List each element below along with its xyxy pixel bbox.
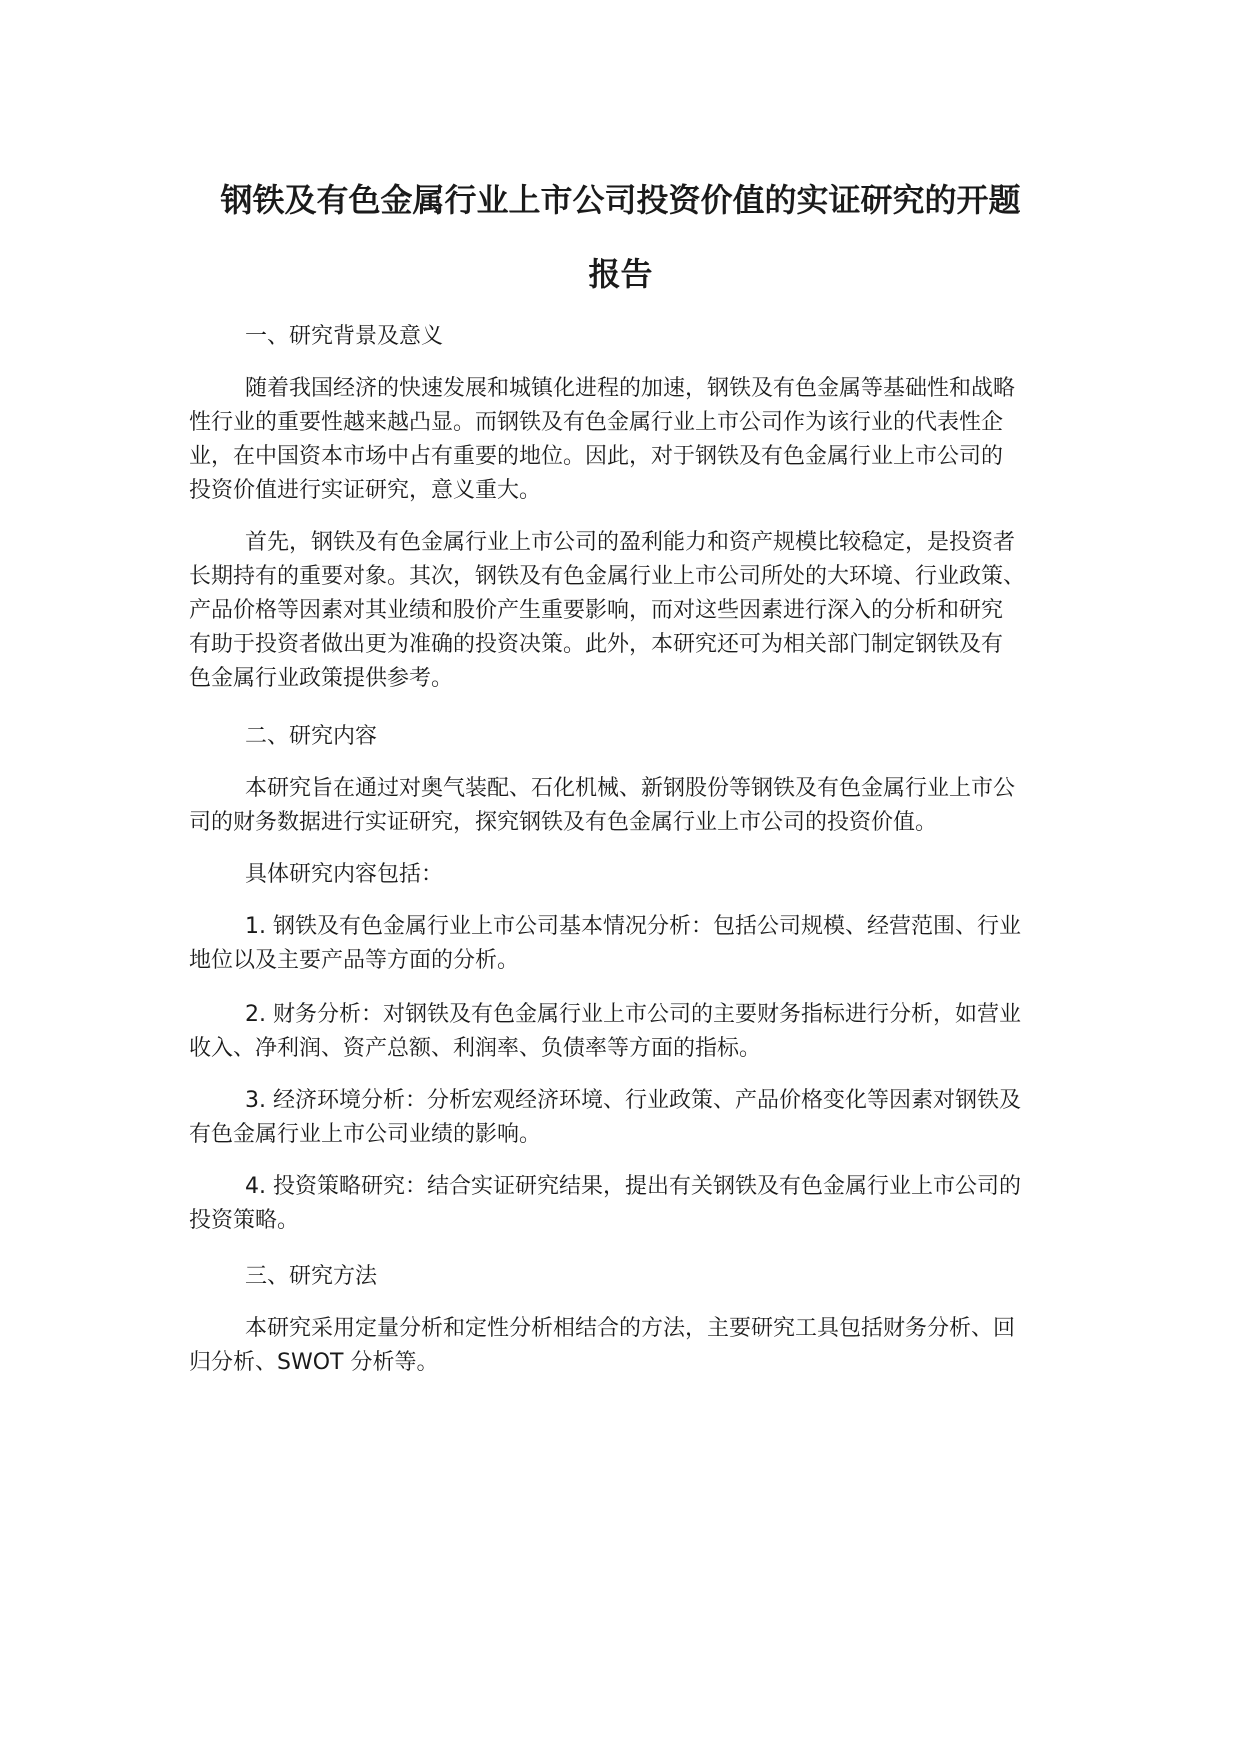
section-heading-content: 二、研究内容 <box>245 724 378 749</box>
list-item-line: 投资策略。 <box>189 1208 300 1233</box>
paragraph-line: 本研究旨在通过对奥气装配、石化机械、新钢股份等钢铁及有色金属行业上市公 <box>245 776 1016 801</box>
section-heading-background: 一、研究背景及意义 <box>245 324 444 349</box>
section-heading-method: 三、研究方法 <box>245 1264 378 1289</box>
list-item-line: 4. 投资策略研究：结合实证研究结果，提出有关钢铁及有色金属行业上市公司的 <box>245 1174 1021 1199</box>
paragraph-line: 产品价格等因素对其业绩和股价产生重要影响，而对这些因素进行深入的分析和研究 <box>189 598 1004 623</box>
document-title-line-2: 报告 <box>588 255 653 293</box>
paragraph-line: 业，在中国资本市场中占有重要的地位。因此，对于钢铁及有色金属行业上市公司的 <box>189 444 1004 469</box>
list-item-line: 1. 钢铁及有色金属行业上市公司基本情况分析：包括公司规模、经营范围、行业 <box>245 914 1021 939</box>
paragraph-line: 具体研究内容包括： <box>245 862 444 887</box>
paragraph-line: 本研究采用定量分析和定性分析相结合的方法，主要研究工具包括财务分析、回 <box>245 1316 1016 1341</box>
paragraph-line: 投资价值进行实证研究，意义重大。 <box>189 478 542 503</box>
list-item-line: 有色金属行业上市公司业绩的影响。 <box>189 1122 542 1147</box>
list-item-line: 地位以及主要产品等方面的分析。 <box>189 948 520 973</box>
paragraph-line: 有助于投资者做出更为准确的投资决策。此外，本研究还可为相关部门制定钢铁及有 <box>189 632 1004 657</box>
paragraph-line: 首先，钢铁及有色金属行业上市公司的盈利能力和资产规模比较稳定，是投资者 <box>245 530 1016 555</box>
document-title-line-1: 钢铁及有色金属行业上市公司投资价值的实证研究的开题 <box>220 181 1021 219</box>
paragraph-line: 性行业的重要性越来越凸显。而钢铁及有色金属行业上市公司作为该行业的代表性企 <box>189 410 1004 435</box>
paragraph-line: 色金属行业政策提供参考。 <box>189 666 454 691</box>
paragraph-line: 司的财务数据进行实证研究，探究钢铁及有色金属行业上市公司的投资价值。 <box>189 810 938 835</box>
list-item-line: 3. 经济环境分析：分析宏观经济环境、行业政策、产品价格变化等因素对钢铁及 <box>245 1088 1021 1113</box>
list-item-line: 2. 财务分析：对钢铁及有色金属行业上市公司的主要财务指标进行分析，如营业 <box>245 1002 1021 1027</box>
paragraph-line: 随着我国经济的快速发展和城镇化进程的加速，钢铁及有色金属等基础性和战略 <box>245 376 1016 401</box>
list-item-line: 收入、净利润、资产总额、利润率、负债率等方面的指标。 <box>189 1036 762 1061</box>
paragraph-line: 长期持有的重要对象。其次，钢铁及有色金属行业上市公司所处的大环境、行业政策、 <box>189 564 1026 589</box>
paragraph-line: 归分析、SWOT 分析等。 <box>189 1350 439 1375</box>
